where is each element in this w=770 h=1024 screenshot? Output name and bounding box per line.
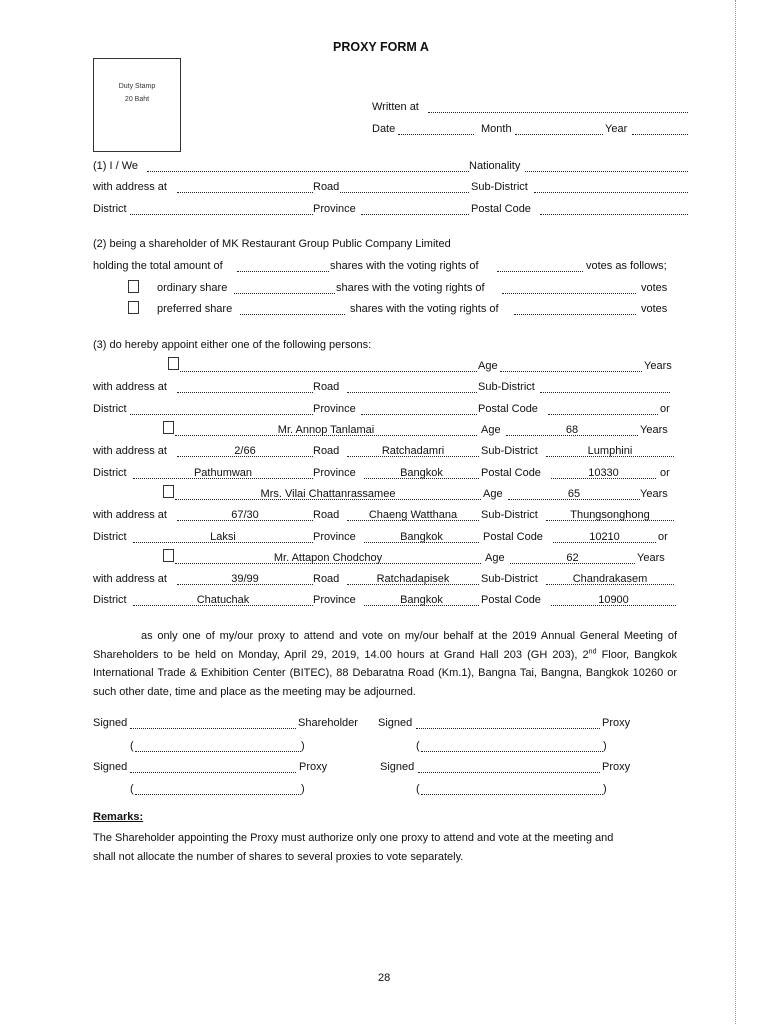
section3-heading: (3) do hereby appoint either one of the following persons: [93,339,372,351]
proxy-1-postal-label: Postal Code [481,467,541,479]
proxy-2-district-label: District [93,531,127,543]
proxy-2-district-line [133,542,313,543]
name-field[interactable] [147,171,469,172]
proxy-3-address-line [177,584,313,585]
proxy-blank-checkbox[interactable] [168,357,179,370]
proxy-3-district: Chatuchak [196,594,250,606]
proxy-2-postal-label: Postal Code [483,531,543,543]
proxy-1-postal: 10330 [588,467,619,479]
sub-district-label: Sub-District [471,181,528,193]
open-paren-1: ( [130,740,134,752]
proxy-2-sub-district-label: Sub-District [481,509,538,521]
proxy-3-sub-district: Chandrakasem [572,573,648,585]
i-we-label: (1) I / We [93,160,139,172]
proxy-2-sub-district-line [546,520,674,521]
preferred-share-checkbox[interactable] [128,301,139,314]
proxy-name-field-3[interactable] [421,794,603,795]
proxy-3-province: Bangkok [400,594,443,606]
proxy-label-1: Proxy [602,717,631,729]
proxy-1-years-label: Years [640,424,668,436]
proxy-label-2: Proxy [299,761,328,773]
postal-code-field[interactable] [540,214,688,215]
proxy-3-province-line [364,605,479,606]
proxy-2-province: Bangkok [400,531,443,543]
proxy-3-address-label: with address at [93,573,167,585]
proxy-1-district: Pathumwan [193,467,253,479]
proxy-2-postal-line [553,542,656,543]
proxy-blank-or-label: or [660,403,670,415]
proxy-3-years-label: Years [637,552,665,564]
road-label: Road [313,181,340,193]
proxy-3-postal: 10900 [598,594,629,606]
preferred-votes-label: votes [641,303,668,315]
ordinary-voting-label: shares with the voting rights of [336,282,485,294]
remarks-heading: Remarks: [93,811,144,823]
proxy-1-checkbox[interactable] [163,421,174,434]
preferred-votes-field[interactable] [514,314,636,315]
proxy-3-province-label: Province [313,594,356,606]
sub-district-field[interactable] [534,192,688,193]
page-edge [735,0,736,1024]
remarks-line-1: The Shareholder appointing the Proxy must authorize only one proxy to attend and vote at the meeting and [93,832,614,844]
proxy-blank-age-label: Age [478,360,498,372]
proxy-signature-field-1[interactable] [416,728,600,729]
proxy-1-age-line [506,435,638,436]
proxy-blank-district-label: District [93,403,127,415]
proxy-blank-sub-district-label: Sub-District [478,381,535,393]
written-at-label: Written at [372,101,419,113]
proxy-2-road-line [347,520,479,521]
proxy-3-road: Ratchadapisek [376,573,450,585]
month-label: Month [481,123,512,135]
proxy-3-postal-label: Postal Code [481,594,541,606]
proxy-2-age: 65 [567,488,581,500]
proxy-2-checkbox[interactable] [163,485,174,498]
proxy-1-province: Bangkok [400,467,443,479]
proxy-3-name-line [175,563,481,564]
proxy-signature-field-2[interactable] [130,772,296,773]
total-shares-field[interactable] [237,271,329,272]
month-field[interactable] [515,134,603,135]
preferred-shares-field[interactable] [240,314,345,315]
province-label: Province [313,203,356,215]
total-votes-field[interactable] [497,271,583,272]
signed-label-2: Signed [378,717,413,729]
nationality-field[interactable] [525,171,688,172]
open-paren-2: ( [416,740,420,752]
proxy-1-district-label: District [93,467,127,479]
proxy-3-sub-district-line [546,584,674,585]
proxy-blank-province-label: Province [313,403,356,415]
proxy-blank-address-label: with address at [93,381,167,393]
proxy-blank-name-field[interactable] [180,371,477,372]
form-title: PROXY FORM A [333,40,429,54]
proxy-2-name: Mrs. Vilai Chattanrassamee [260,488,396,500]
proxy-1-or-label: or [660,467,670,479]
ordinary-votes-label: votes [641,282,668,294]
proxy-1-district-line [133,478,313,479]
proxy-3-road-line [347,584,479,585]
signed-label-1: Signed [93,717,128,729]
ordinary-votes-field[interactable] [502,293,636,294]
signed-label-4: Signed [380,761,415,773]
proxy-1-sub-district: Lumphini [587,445,633,457]
proxy-3-district-label: District [93,594,127,606]
proxy-2-address: 67/30 [231,509,259,521]
appointment-paragraph [93,627,677,701]
proxy-3-road-label: Road [313,573,340,585]
votes-as-follows-label: votes as follows; [586,260,667,272]
proxy-1-sub-district-line [546,456,674,457]
date-field[interactable] [398,134,474,135]
proxy-2-or-label: or [658,531,668,543]
proxy-2-name-line [175,499,481,500]
proxy-1-road-line [347,456,479,457]
proxy-3-district-line [133,605,313,606]
proxy-1-province-line [364,478,479,479]
paragraph-part-1: as only one of my/our proxy to attend and vote on my/our behalf at the 2019 Annual General Meeting of Shareholders to be held on Monday, April 29, 2019, 14.00 hours at Grand Hall 203 (GH 203), 2 [93,630,677,661]
remarks-line-2: shall not allocate the number of shares to several proxies to vote separately. [93,851,464,863]
proxy-blank-sub-district-field[interactable] [540,392,670,393]
open-paren-4: ( [416,783,420,795]
proxy-name-field-1[interactable] [421,751,603,752]
road-field[interactable] [340,192,469,193]
stamp-label: Duty Stamp [118,83,156,90]
proxy-2-road-label: Road [313,509,340,521]
proxy-3-address: 39/99 [231,573,259,585]
proxy-3-checkbox[interactable] [163,549,174,562]
proxy-label-3: Proxy [602,761,631,773]
date-label: Date [372,123,396,135]
proxy-2-district: Laksi [210,531,236,543]
paragraph-part-2: Floor, Bangkok International Trade & Exhibition Center (BITEC), 88 Debaratna Road (Km.1), Bangna Tai, Bangna, Bangkok 10260 or such other date, time and place as the meeting may be adjourned. [93,648,677,698]
proxy-blank-road-label: Road [313,381,340,393]
proxy-2-address-line [177,520,313,521]
ordinary-share-label: ordinary share [157,282,228,294]
proxy-blank-road-field[interactable] [347,392,477,393]
close-paren-1: ) [301,740,305,752]
nationality-label: Nationality [469,160,521,172]
proxy-name-field-2[interactable] [135,794,301,795]
page-number: 28 [378,972,391,984]
close-paren-3: ) [301,783,305,795]
district-label: District [93,203,127,215]
close-paren-4: ) [603,783,607,795]
proxy-1-province-label: Province [313,467,356,479]
proxy-2-postal: 10210 [589,531,620,543]
open-paren-3: ( [130,783,134,795]
proxy-3-postal-line [551,605,676,606]
address-field[interactable] [177,192,313,193]
preferred-share-label: preferred share [157,303,233,315]
proxy-blank-postal-field[interactable] [548,414,658,415]
proxy-1-name: Mr. Annop Tanlamai [277,424,375,436]
proxy-3-name: Mr. Attapon Chodchoy [273,552,383,564]
proxy-2-road: Chaeng Watthana [368,509,458,521]
proxy-1-address: 2/66 [234,445,256,457]
proxy-2-age-label: Age [483,488,503,500]
proxy-2-address-label: with address at [93,509,167,521]
paragraph-superscript: nd [588,647,597,655]
proxy-blank-years-label: Years [644,360,672,372]
section2-heading: (2) being a shareholder of MK Restaurant Group Public Company Limited [93,238,451,250]
signed-label-3: Signed [93,761,128,773]
proxy-blank-district-field[interactable] [130,414,313,415]
proxy-2-sub-district: Thungsonghong [570,509,650,521]
shareholder-name-field[interactable] [135,751,301,752]
close-paren-2: ) [603,740,607,752]
proxy-1-sub-district-label: Sub-District [481,445,538,457]
written-at-field[interactable] [428,112,688,113]
proxy-blank-province-field[interactable] [361,414,477,415]
proxy-blank-age-field[interactable] [500,371,642,372]
proxy-signature-field-3[interactable] [418,772,600,773]
shareholder-signature-field[interactable] [130,728,296,729]
proxy-2-province-line [364,542,479,543]
proxy-2-province-label: Province [313,531,356,543]
year-label: Year [605,123,628,135]
duty-stamp-box [93,58,181,152]
district-field[interactable] [130,214,313,215]
proxy-3-age-line [510,563,635,564]
proxy-2-years-label: Years [640,488,668,500]
proxy-3-age-label: Age [485,552,505,564]
proxy-1-name-line [175,435,477,436]
postal-code-label: Postal Code [471,203,531,215]
shareholder-label: Shareholder [298,717,358,729]
province-field[interactable] [361,214,469,215]
proxy-blank-postal-label: Postal Code [478,403,538,415]
proxy-1-age: 68 [565,424,579,436]
year-field[interactable] [632,134,688,135]
address-label: with address at [93,181,167,193]
proxy-1-road-label: Road [313,445,340,457]
ordinary-shares-field[interactable] [234,293,335,294]
proxy-1-age-label: Age [481,424,501,436]
preferred-voting-label: shares with the voting rights of [350,303,499,315]
shares-voting-label: shares with the voting rights of [330,260,479,272]
proxy-3-sub-district-label: Sub-District [481,573,538,585]
proxy-1-postal-line [551,478,656,479]
proxy-2-age-line [508,499,640,500]
proxy-1-road: Ratchadamri [381,445,445,457]
ordinary-share-checkbox[interactable] [128,280,139,293]
proxy-1-address-line [177,456,313,457]
stamp-amount: 20 Baht [124,96,150,103]
proxy-blank-address-field[interactable] [177,392,313,393]
proxy-1-address-label: with address at [93,445,167,457]
holding-label: holding the total amount of [93,260,223,272]
proxy-3-age: 62 [566,552,579,564]
